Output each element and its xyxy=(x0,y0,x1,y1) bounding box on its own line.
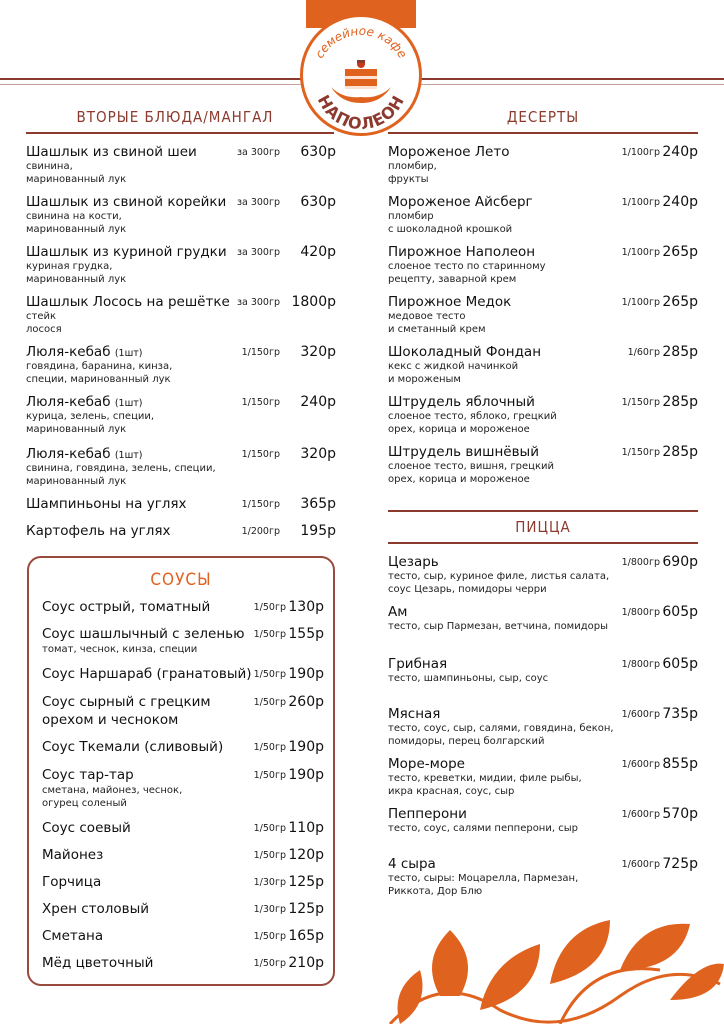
item-description: тесто, шампиньоны, сыр, соус xyxy=(388,673,549,684)
item-name xyxy=(26,294,336,310)
item-name-text: Соус соевый xyxy=(42,820,131,836)
logo-name-text: НАПОЛЕОН xyxy=(313,91,409,133)
sauces-menu-item xyxy=(42,599,324,617)
desserts-menu-item xyxy=(388,394,698,436)
item-portion: 1/600гр xyxy=(621,809,660,820)
item-portion: 1/150гр xyxy=(241,397,280,408)
item-name-text: Шоколадный Фондан xyxy=(388,344,542,360)
item-description: слоеное тесто, вишня, грецкий xyxy=(388,461,554,472)
item-name-line2: орехом и чесноком xyxy=(42,712,179,728)
item-name xyxy=(26,496,336,512)
item-price: 240р xyxy=(662,194,698,210)
item-price: 735р xyxy=(662,706,698,722)
item-description: свинина, говядина, зелень, специи, xyxy=(26,463,216,474)
item-name xyxy=(26,144,336,160)
item-portion: 1/50гр xyxy=(253,629,286,640)
item-portion: 1/150гр xyxy=(621,447,660,458)
desserts-menu-item xyxy=(388,144,698,186)
svg-text:семейное кафе xyxy=(312,24,410,61)
item-description: помидоры, перец болгарский xyxy=(388,736,545,747)
item-description: с шоколадной крошкой xyxy=(388,224,513,235)
item-portion: 1/50гр xyxy=(253,823,286,834)
item-description: куриная грудка, xyxy=(26,261,113,272)
item-name-text: Картофель на углях xyxy=(26,523,171,539)
grill-menu-item xyxy=(26,144,336,186)
item-name-text: Шашлык Лосось на решётке xyxy=(26,294,230,310)
pizza-menu-item xyxy=(388,656,698,686)
item-name-text: Мясная xyxy=(388,706,441,722)
item-name-text: Сметана xyxy=(42,928,104,944)
item-name-text: Ам xyxy=(388,604,408,620)
item-price: 155р xyxy=(288,626,324,642)
item-price: 605р xyxy=(662,604,698,620)
item-portion: 1/100гр xyxy=(621,197,660,208)
item-description: свинина на кости, xyxy=(26,211,122,222)
grill-title-rule xyxy=(26,132,334,134)
pizza-rule-bottom xyxy=(388,542,698,544)
item-price: 210р xyxy=(288,955,324,971)
item-price: 365р xyxy=(300,496,336,512)
item-price: 125р xyxy=(288,901,324,917)
sauces-menu-item xyxy=(42,666,324,684)
item-description: орех, корица и мороженое xyxy=(388,474,530,485)
grill-menu-item xyxy=(26,394,336,436)
item-description: лосося xyxy=(26,324,62,335)
item-description: тесто, сыры: Моцарелла, Пармезан, xyxy=(388,873,579,884)
item-description: медовое тесто xyxy=(388,311,466,322)
item-description: икра красная, соус, сыр xyxy=(388,786,515,797)
item-name-text: Мёд цветочный xyxy=(42,955,154,971)
pizza-menu-item xyxy=(388,756,698,798)
pizza-menu-item xyxy=(388,604,698,634)
item-price: 195р xyxy=(300,523,336,539)
item-description: маринованный лук xyxy=(26,476,127,487)
item-portion: 1/100гр xyxy=(621,297,660,308)
item-description: слоеное тесто, яблоко, грецкий xyxy=(388,411,557,422)
item-portion: 1/800гр xyxy=(621,557,660,568)
item-description: маринованный лук xyxy=(26,274,127,285)
item-name xyxy=(26,523,336,539)
item-description: кекс с жидкой начинкой xyxy=(388,361,519,372)
item-description: слоеное тесто по старинному xyxy=(388,261,546,272)
sauces-menu-item xyxy=(42,694,324,729)
item-portion: 1/30гр xyxy=(253,904,286,915)
item-price: 320р xyxy=(300,446,336,462)
item-price: 190р xyxy=(288,767,324,783)
sauces-menu-item xyxy=(42,928,324,946)
item-name xyxy=(26,394,336,410)
item-name-text: Цезарь xyxy=(388,554,439,570)
item-description: тесто, соус, сыр, салями, говядина, бекон, xyxy=(388,723,614,734)
item-description: томат, чеснок, кинза, специи xyxy=(42,644,198,655)
item-name-text: Люля-кебаб xyxy=(26,446,111,462)
item-portion: 1/800гр xyxy=(621,607,660,618)
item-price: 125р xyxy=(288,874,324,890)
desserts-menu-item xyxy=(388,244,698,286)
item-name-text: Грибная xyxy=(388,656,448,672)
item-price: 240р xyxy=(662,144,698,160)
item-name-text: Шашлык из куриной грудки xyxy=(26,244,227,260)
item-portion: 1/50гр xyxy=(253,742,286,753)
item-portion: 1/50гр xyxy=(253,770,286,781)
item-description: пломбир, xyxy=(388,161,437,172)
item-portion: 1/800гр xyxy=(621,659,660,670)
sauces-section-title: СОУСЫ xyxy=(150,570,212,590)
item-price: 285р xyxy=(662,444,698,460)
desserts-section-title: ДЕСЕРТЫ xyxy=(506,108,580,126)
item-portion: 1/150гр xyxy=(621,397,660,408)
desserts-menu-item xyxy=(388,294,698,336)
leaves-decoration-icon xyxy=(380,900,724,1024)
item-name-text: Шампиньоны на углях xyxy=(26,496,187,512)
item-description: огурец соленый xyxy=(42,798,127,809)
grill-section-title: ВТОРЫЕ БЛЮДА/МАНГАЛ xyxy=(76,108,274,126)
item-description: специи, маринованный лук xyxy=(26,374,171,385)
item-price: 855р xyxy=(662,756,698,772)
item-description: соус Цезарь, помидоры черри xyxy=(388,584,547,595)
item-price: 260р xyxy=(288,694,324,710)
item-portion: за 300гр xyxy=(236,147,280,158)
item-description: рецепту, заварной крем xyxy=(388,274,517,285)
item-name-text: Люля-кебаб xyxy=(26,344,111,360)
item-price: 420р xyxy=(300,244,336,260)
desserts-menu-item xyxy=(388,194,698,236)
item-portion: 1/60гр xyxy=(627,347,660,358)
pizza-rule-top xyxy=(388,510,698,512)
item-price: 630р xyxy=(300,144,336,160)
pizza-menu-item xyxy=(388,806,698,836)
item-description: тесто, соус, салями пепперони, сыр xyxy=(388,823,578,834)
item-name-text: Штрудель яблочный xyxy=(388,394,535,410)
item-name-text: Штрудель вишнёвый xyxy=(388,444,539,460)
item-price: 110р xyxy=(288,820,324,836)
item-description: тесто, креветки, мидии, филе рыбы, xyxy=(388,773,582,784)
item-description: сметана, майонез, чеснок, xyxy=(42,785,183,796)
item-price: 130р xyxy=(288,599,324,615)
item-name xyxy=(26,244,336,260)
item-name xyxy=(26,344,336,360)
item-name-text: Соус острый, томатный xyxy=(42,599,211,615)
sauces-menu-item xyxy=(42,874,324,892)
item-name-text: Пирожное Наполеон xyxy=(388,244,536,260)
item-portion: за 300гр xyxy=(236,297,280,308)
item-price: 190р xyxy=(288,666,324,682)
pizza-section-title: ПИЦЦА xyxy=(515,518,571,536)
sauces-menu-item xyxy=(42,626,324,657)
pizza-menu-item xyxy=(388,554,698,596)
item-description: и сметанный крем xyxy=(388,324,486,335)
cake-icon xyxy=(331,60,391,103)
item-name-text: 4 сыра xyxy=(388,856,436,872)
item-description: орех, корица и мороженое xyxy=(388,424,530,435)
item-name-text: Люля-кебаб xyxy=(26,394,111,410)
item-price: 165р xyxy=(288,928,324,944)
sauces-menu-item xyxy=(42,820,324,838)
grill-menu-item xyxy=(26,244,336,286)
item-description: маринованный лук xyxy=(26,224,127,235)
desserts-menu-item xyxy=(388,344,698,386)
item-price: 120р xyxy=(288,847,324,863)
desserts-title-rule xyxy=(388,132,698,134)
item-description: тесто, сыр Пармезан, ветчина, помидоры xyxy=(388,621,609,632)
sauces-menu-item xyxy=(42,955,324,973)
item-portion: 1/600гр xyxy=(621,859,660,870)
item-description: пломбир xyxy=(388,211,434,222)
item-price: 190р xyxy=(288,739,324,755)
item-name xyxy=(26,446,336,462)
item-name-text: Шашлык из свиной шеи xyxy=(26,144,197,160)
item-price: 725р xyxy=(662,856,698,872)
desserts-menu-item xyxy=(388,444,698,486)
item-description: стейк xyxy=(26,311,57,322)
item-description: маринованный лук xyxy=(26,174,127,185)
item-portion: 1/150гр xyxy=(241,499,280,510)
item-description: говядина, баранина, кинза, xyxy=(26,361,173,372)
item-price: 285р xyxy=(662,344,698,360)
item-description: тесто, сыр, куриное филе, листья салата, xyxy=(388,571,610,582)
item-price: 1800р xyxy=(291,294,336,310)
item-description: фрукты xyxy=(388,174,429,185)
item-portion: 1/50гр xyxy=(253,602,286,613)
item-price: 605р xyxy=(662,656,698,672)
item-portion: 1/30гр xyxy=(253,877,286,888)
item-portion: 1/50гр xyxy=(253,850,286,861)
item-name-text: Пирожное Медок xyxy=(388,294,512,310)
grill-menu-item xyxy=(26,194,336,236)
grill-menu-item xyxy=(26,446,336,488)
item-portion: 1/100гр xyxy=(621,247,660,258)
grill-menu-item xyxy=(26,523,336,540)
item-description: маринованный лук xyxy=(26,424,127,435)
pizza-menu-item xyxy=(388,856,698,898)
logo-arc-text: семейное кафе xyxy=(312,23,410,61)
item-name-text: Горчица xyxy=(42,874,102,890)
grill-menu-item xyxy=(26,294,336,336)
item-portion: 1/150гр xyxy=(241,449,280,460)
item-description: курица, зелень, специи, xyxy=(26,411,155,422)
sauces-menu-item xyxy=(42,739,324,757)
item-description: свинина, xyxy=(26,161,73,172)
item-portion: 1/100гр xyxy=(621,147,660,158)
item-price: 265р xyxy=(662,244,698,260)
item-portion: 1/50гр xyxy=(253,958,286,969)
item-portion: за 300гр xyxy=(236,197,280,208)
pizza-menu-item xyxy=(388,706,698,748)
item-name-text: Мороженое Лето xyxy=(388,144,510,160)
item-name-text: Соус Ткемали (сливовый) xyxy=(42,739,224,755)
item-price: 320р xyxy=(300,344,336,360)
item-portion: 1/50гр xyxy=(253,669,286,680)
item-portion: 1/50гр xyxy=(253,697,286,708)
grill-menu-item xyxy=(26,496,336,513)
item-price: 240р xyxy=(300,394,336,410)
item-count-note: (1шт) xyxy=(114,398,143,409)
item-name-text: Шашлык из свиной корейки xyxy=(26,194,227,210)
item-description: и мороженым xyxy=(388,374,461,385)
sauces-menu-item xyxy=(42,901,324,919)
item-name-text: Хрен столовый xyxy=(42,901,150,917)
item-price: 265р xyxy=(662,294,698,310)
item-portion: за 300гр xyxy=(236,247,280,258)
item-portion: 1/600гр xyxy=(621,709,660,720)
item-name-text: Майонез xyxy=(42,847,104,863)
item-price: 570р xyxy=(662,806,698,822)
item-portion: 1/600гр xyxy=(621,759,660,770)
item-price: 690р xyxy=(662,554,698,570)
item-name-text: Соус Наршараб (гранатовый) xyxy=(42,666,252,682)
item-name-text: Море-море xyxy=(388,756,465,772)
item-price: 285р xyxy=(662,394,698,410)
item-portion: 1/150гр xyxy=(241,347,280,358)
item-count-note: (1шт) xyxy=(114,348,143,359)
item-name-text: Соус тар-тар xyxy=(42,767,134,783)
item-description: Риккота, Дор Блю xyxy=(388,886,483,897)
item-name-text: Соус шашлычный с зеленью xyxy=(42,626,245,642)
item-name xyxy=(26,194,336,210)
item-price: 630р xyxy=(300,194,336,210)
item-name-text: Мороженое Айсберг xyxy=(388,194,533,210)
item-name-text: Соус сырный с грецким xyxy=(42,694,211,710)
item-portion: 1/200гр xyxy=(241,526,280,537)
sauces-menu-item xyxy=(42,767,324,810)
item-count-note: (1шт) xyxy=(114,450,143,461)
item-portion: 1/50гр xyxy=(253,931,286,942)
sauces-menu-item xyxy=(42,847,324,865)
grill-menu-item xyxy=(26,344,336,386)
item-name-text: Пепперони xyxy=(388,806,467,822)
